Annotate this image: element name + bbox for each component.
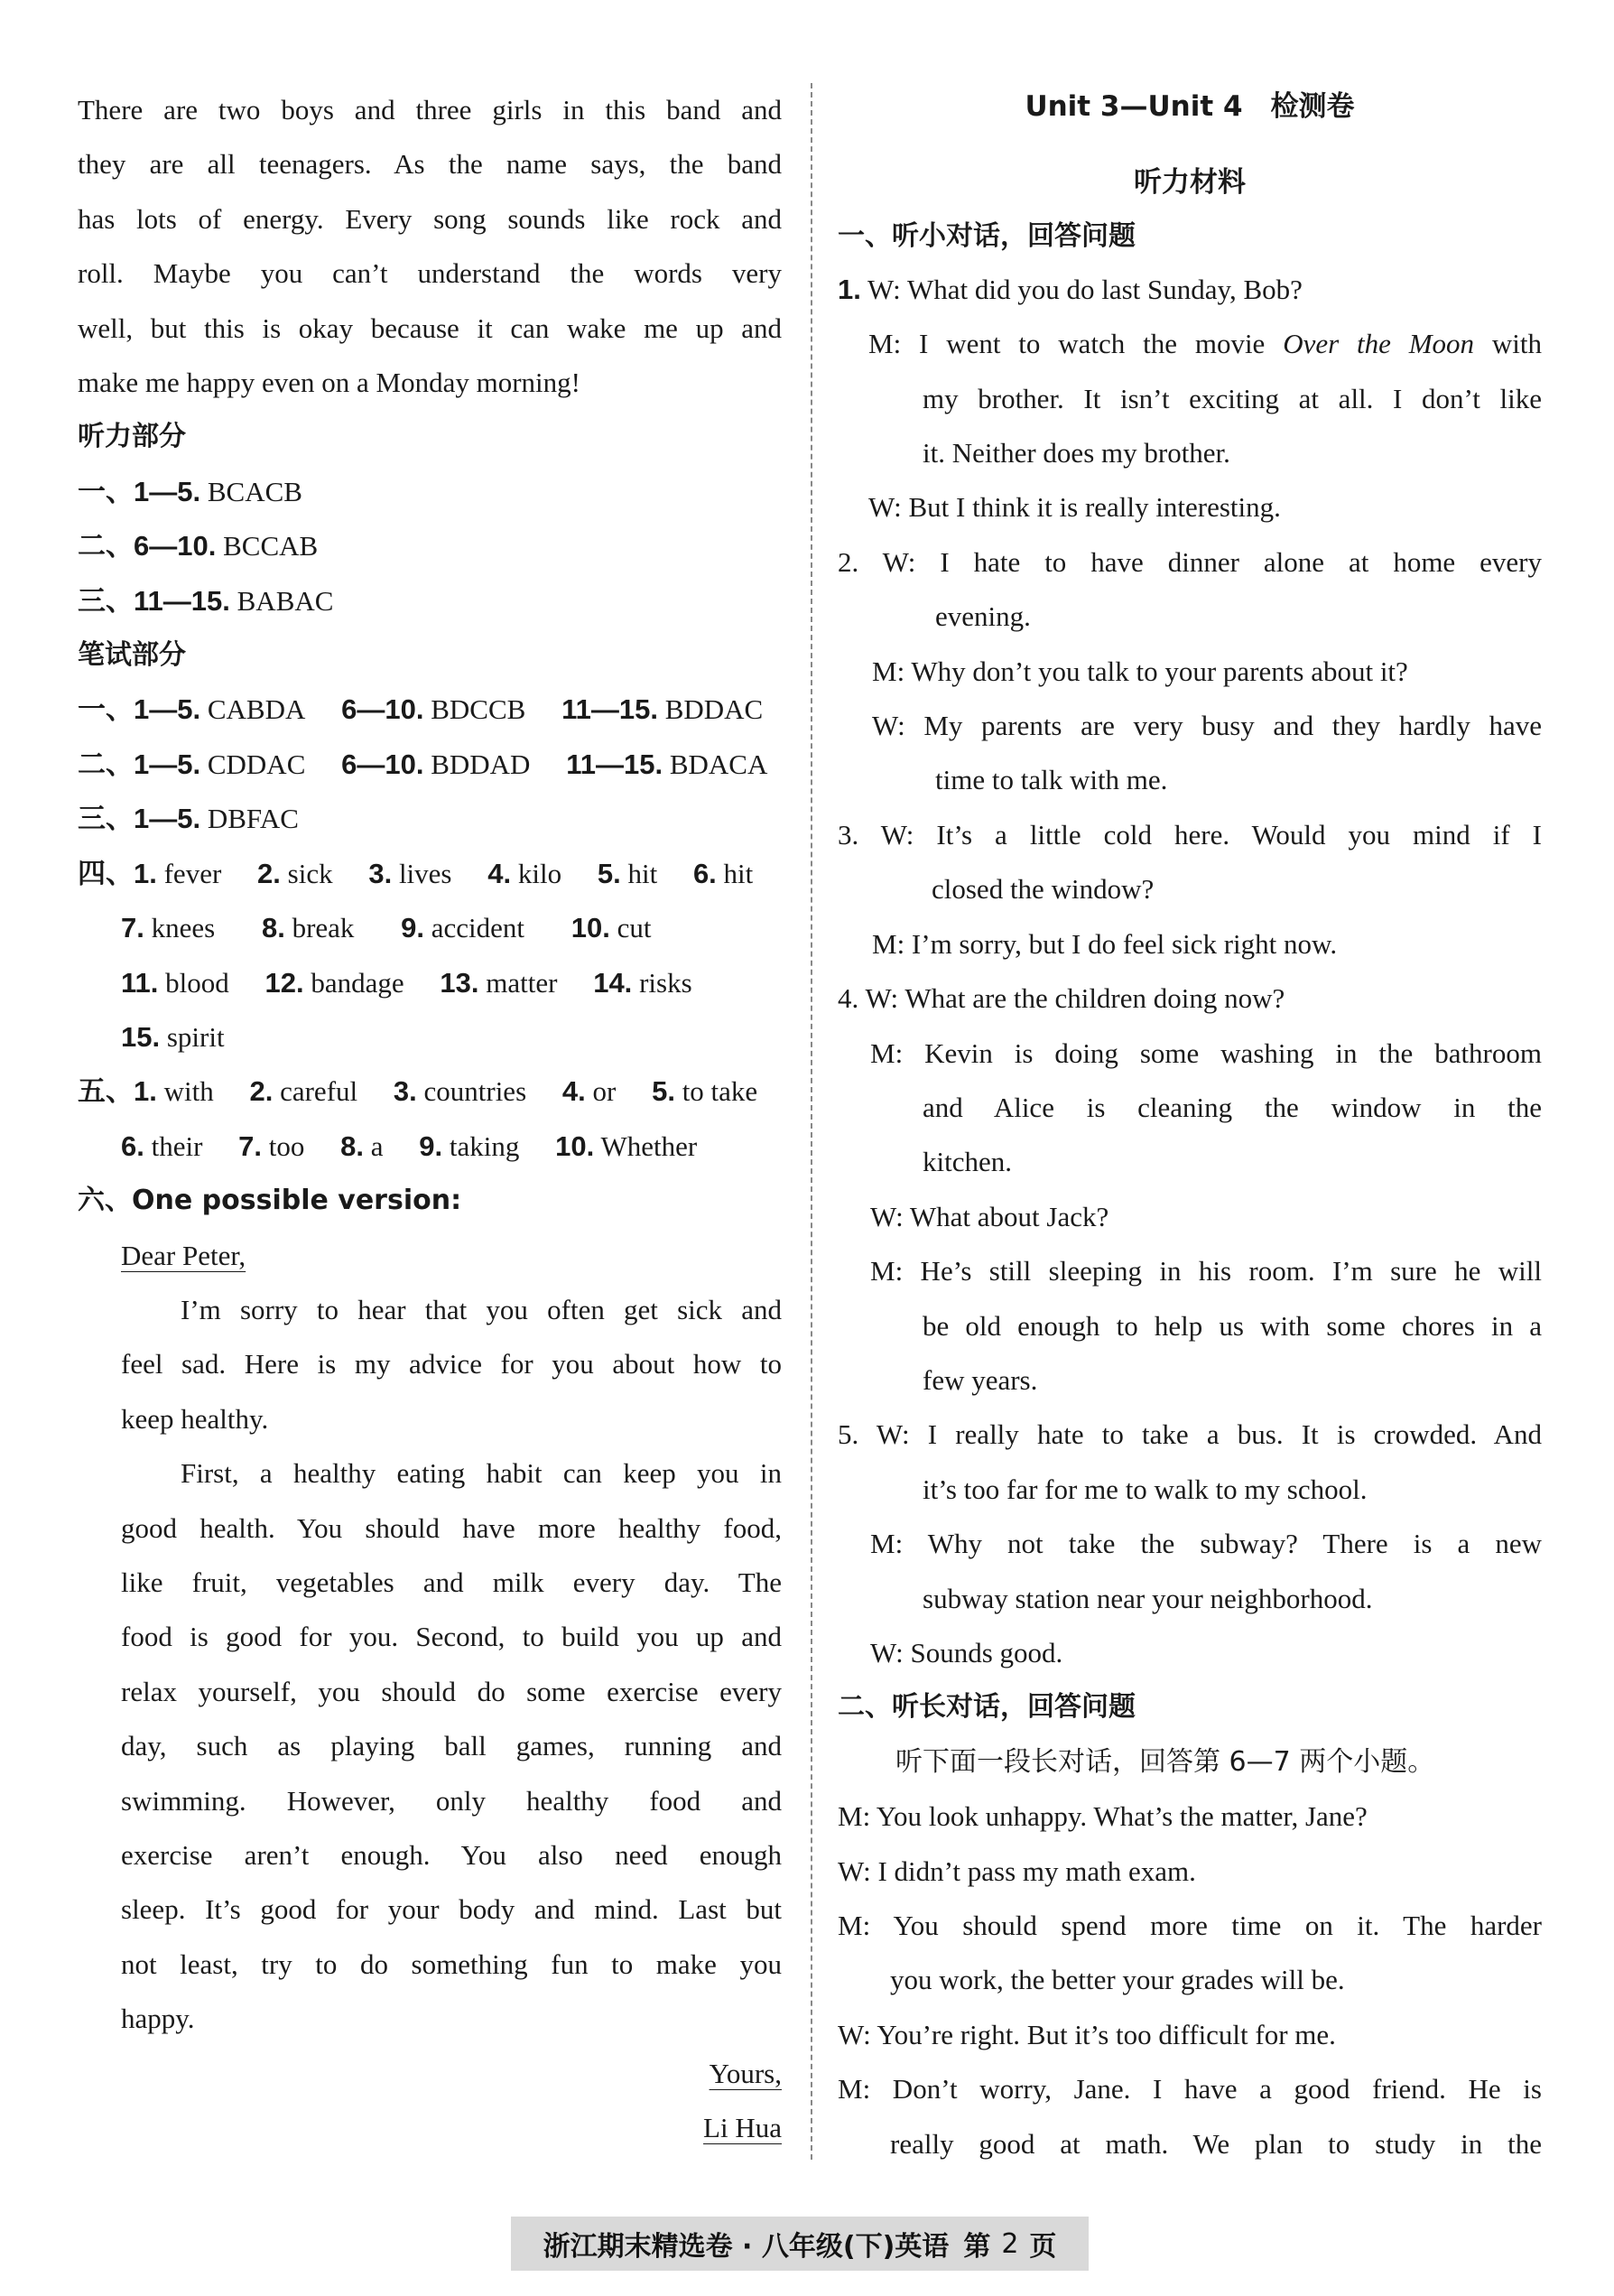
- dialogue-line: you work, the better your grades will be.: [890, 1964, 1345, 1996]
- writing-answer-row: 二、1—5. CDDAC 6—10. BDDAD 11—15. BDACA: [78, 748, 768, 780]
- essay-ending: [78, 83, 782, 410]
- dialogue-line: M: Don’t worry, Jane. I have a good friend. He is: [838, 2073, 1542, 2105]
- listening-answer-row: 二、6—10. BCCAB: [78, 530, 319, 562]
- letter-line: day, such as playing ball games, running and: [121, 1730, 782, 1762]
- dialogue-line: 4. W: What are the children doing now?: [838, 982, 1285, 1015]
- footer-page-suffix: 页: [1029, 2231, 1057, 2263]
- letter-line: keep healthy.: [121, 1402, 269, 1435]
- letter-line: sleep. It’s good for your body and mind. Last but: [121, 1893, 782, 1926]
- letter-line: feel sad. Here is my advice for you about how to: [121, 1348, 782, 1380]
- dialogue-line: really good at math. We plan to study in the: [890, 2127, 1542, 2160]
- listening-heading: 听力部分: [78, 421, 186, 453]
- dialogue-line: 5. W: I really hate to take a bus. It is crowded. And: [838, 1418, 1542, 1451]
- dialogue-line: my brother. It isn’t exciting at all. I don’t like: [923, 382, 1542, 414]
- dialogue-line: W: I didn’t pass my math exam.: [838, 1854, 1196, 1887]
- writing-answer-row: 三、1—5. DBFAC: [78, 803, 299, 835]
- section4-row: 11. blood 12. bandage 13. matter 14. risks: [121, 966, 692, 999]
- essay-line: roll. Maybe you can’t understand the words very: [78, 257, 782, 290]
- dialogue-line: W: What about Jack?: [870, 1200, 1109, 1232]
- letter-greeting: Dear Peter,: [121, 1239, 246, 1271]
- dialogue-line: M: Why don’t you talk to your parents about it?: [872, 655, 1408, 687]
- section4-row: 15. spirit: [121, 1020, 225, 1053]
- dialogue-line: W: You’re right. But it’s too difficult for me.: [838, 2018, 1336, 2050]
- dialogue-line: M: Why not take the subway? There is a new: [870, 1528, 1542, 1560]
- section5-row: 6. their 7. too 8. a 9. taking 10. Whether: [121, 1129, 698, 1162]
- dialogue-line: few years.: [923, 1363, 1038, 1396]
- dialogue-line: evening.: [935, 600, 1031, 633]
- dialogue-line: W: But I think it is really interesting.: [868, 491, 1281, 524]
- footer-page-prefix: 第: [963, 2231, 991, 2263]
- dialogue-line: W: My parents are very busy and they hardly have: [872, 710, 1542, 742]
- dialogue-line: subway station near your neighborhood.: [923, 1582, 1373, 1614]
- dialogue-line: W: Sounds good.: [870, 1636, 1063, 1669]
- dialogue-line: kitchen.: [923, 1146, 1012, 1178]
- essay-line: There are two boys and three girls in this band and: [78, 94, 782, 125]
- section4-row: 7. knees 8. break 9. accident 10. cut: [121, 912, 652, 944]
- letter-line: not least, try to do something fun to make you: [121, 1947, 782, 1980]
- letter-line: happy.: [121, 2003, 195, 2035]
- dialogue-line: M: He’s still sleeping in his room. I’m sure he will: [870, 1255, 1542, 1287]
- essay-line: they are all teenagers. As the name says, the band: [78, 148, 782, 181]
- dialogue-line: 3. W: It’s a little cold here. Would you mind if I: [838, 818, 1542, 851]
- dialogue-line: M: I’m sorry, but I do feel sick right now.: [872, 927, 1338, 960]
- part2-heading: 二、听长对话，回答问题: [838, 1691, 1136, 1724]
- listening-answer-row: 一、1—5. BCACB: [78, 475, 302, 507]
- essay-line: well, but this is okay because it can wake me up and: [78, 311, 782, 344]
- dialogue-line: it’s too far for me to walk to my school.: [923, 1473, 1368, 1505]
- letter-line: like fruit, vegetables and milk every day. The: [121, 1566, 782, 1598]
- essay-line: has lots of energy. Every song sounds like rock and: [78, 202, 782, 235]
- footer-book-title: 浙江期末精选卷 · 八年级(下)英语: [543, 2231, 950, 2263]
- dialogue-line: it. Neither does my brother.: [923, 437, 1230, 469]
- section5-row: 五、1. with 2. careful 3. countries 4. or 5. to take: [78, 1075, 758, 1108]
- listening-answer-row: 三、11—15. BABAC: [78, 584, 334, 617]
- writing-answer-row: 一、1—5. CABDA 6—10. BDCCB 11—15. BDDAC: [78, 693, 764, 726]
- dialogue-line: 1. W: What did you do last Sunday, Bob?: [838, 273, 1303, 305]
- page-number: 2: [1001, 2227, 1019, 2260]
- left-column: [78, 83, 782, 2155]
- dialogue-line: 2. W: I hate to have dinner alone at home every: [838, 545, 1542, 578]
- column-divider: [811, 83, 812, 2160]
- dialogue-line: M: Kevin is doing some washing in the bathroom: [870, 1036, 1542, 1069]
- letter-line: relax yourself, you should do some exercise every: [121, 1675, 782, 1707]
- letter-line: exercise aren’t enough. You also need enough: [121, 1839, 782, 1871]
- letter-line: food is good for you. Second, to build you up and: [121, 1621, 782, 1653]
- section-subtitle: 听力材料: [1134, 166, 1246, 200]
- dialogue-line: be old enough to help us with some chores in a: [923, 1309, 1542, 1342]
- dialogue-text: W: What did you do last Sunday, Bob?: [860, 273, 1303, 305]
- right-column: [838, 83, 1542, 2171]
- letter-line: I’m sorry to hear that you often get sick and: [181, 1293, 782, 1325]
- dialogue-line: M: I went to watch the movie Over the Moon with: [868, 328, 1543, 360]
- part1-heading: 一、听小对话，回答问题: [838, 219, 1136, 252]
- writing-heading: 笔试部分: [78, 639, 186, 672]
- dialogue-line: time to talk with me.: [935, 764, 1168, 796]
- dialogue-line: closed the window?: [932, 873, 1155, 906]
- section6-label: 六、One possible version:: [78, 1185, 462, 1217]
- page-footer: [511, 2217, 1089, 2271]
- section4-row: 四、1. fever 2. sick 3. lives 4. kilo 5. hit 6. hit: [78, 857, 754, 889]
- letter-line: good health. You should have more healthy food,: [121, 1511, 782, 1544]
- letter-line: First, a healthy eating habit can keep you in: [181, 1457, 782, 1490]
- dialogue-line: M: You should spend more time on it. The harder: [838, 1910, 1542, 1941]
- letter-signature: Li Hua: [703, 2112, 782, 2144]
- letter-body: [78, 1283, 782, 2047]
- dialogue-line: M: You look unhappy. What’s the matter, Jane?: [838, 1800, 1368, 1833]
- essay-line: make me happy even on a Monday morning!: [78, 367, 580, 399]
- letter-closing: Yours,: [709, 2057, 782, 2089]
- page-title: Unit 3—Unit 4 检测卷: [1025, 90, 1355, 123]
- part2-intro: 听下面一段长对话，回答第 6—7 两个小题。: [895, 1745, 1435, 1778]
- letter-line: swimming. However, only healthy food and: [121, 1784, 782, 1817]
- dialogue-line: and Alice is cleaning the window in the: [923, 1091, 1542, 1123]
